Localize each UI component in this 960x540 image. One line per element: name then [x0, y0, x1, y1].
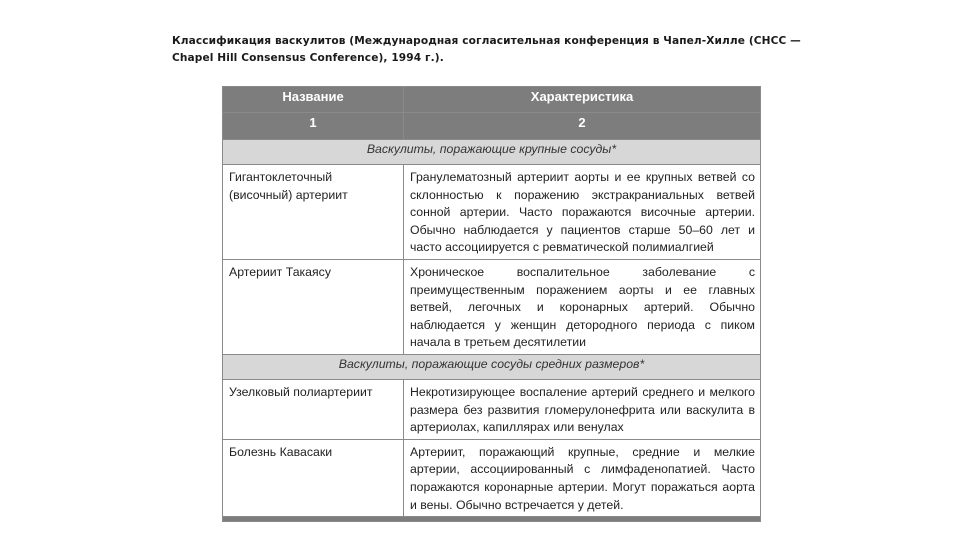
section-title: Васкулиты, поражающие сосуды средних размеров* — [223, 354, 761, 379]
vasculitis-classification-table — [222, 86, 761, 522]
header-characteristic: Характеристика — [404, 87, 761, 113]
row-name: Узелковый полиартериит — [223, 379, 404, 439]
section-row-medium-vessels — [223, 354, 761, 379]
row-description: Хроническое воспалительное заболевание с преимущественным поражением аорты и ее главных ветвей, легочных и коронарных артерий. Обычно наблюдается у женщин детородного периода с пиком начала в третьем десятилетии — [404, 259, 761, 354]
column-number-2: 2 — [404, 113, 761, 140]
column-number-row — [223, 113, 761, 140]
section-title: Васкулиты, поражающие крупные сосуды* — [223, 140, 761, 165]
row-name: Болезнь Кавасаки — [223, 439, 404, 516]
table-bottom-border — [223, 517, 761, 522]
row-name: Гигантоклеточный (височный) артериит — [223, 165, 404, 260]
table-row — [223, 259, 761, 354]
table-row — [223, 379, 761, 439]
column-number-1: 1 — [223, 113, 404, 140]
table-header-row — [223, 87, 761, 113]
header-name: Название — [223, 87, 404, 113]
section-row-large-vessels — [223, 140, 761, 165]
row-description: Некротизирующее воспаление артерий среднего и мелкого размера без развития гломерулонефрита или васкулита в артериолах, капиллярах или венулах — [404, 379, 761, 439]
row-name: Артериит Такаясу — [223, 259, 404, 354]
row-description: Гранулематозный артериит аорты и ее крупных ветвей со склонностью к поражению экстракраниальных ветвей сонной артерии. Часто поражаются височные артерии. Обычно наблюдается у пациентов старше 50–60 лет и часто ассоциируется с ревматической полимиалгией — [404, 165, 761, 260]
document-caption: Классификация васкулитов (Международная согласительная конференция в Чапел-Хилле (CHCC — Chapel Hill Consensus Conference), 1994 г.). — [172, 35, 801, 64]
row-description: Артериит, поражающий крупные, средние и мелкие артерии, ассоциированный с лимфаденопатией. Часто поражаются коронарные артерии. Могут поражаться аорта и вены. Обычно встречается у детей. — [404, 439, 761, 516]
table-row — [223, 165, 761, 260]
table-row — [223, 439, 761, 516]
bottom-bar-cell — [223, 517, 761, 522]
